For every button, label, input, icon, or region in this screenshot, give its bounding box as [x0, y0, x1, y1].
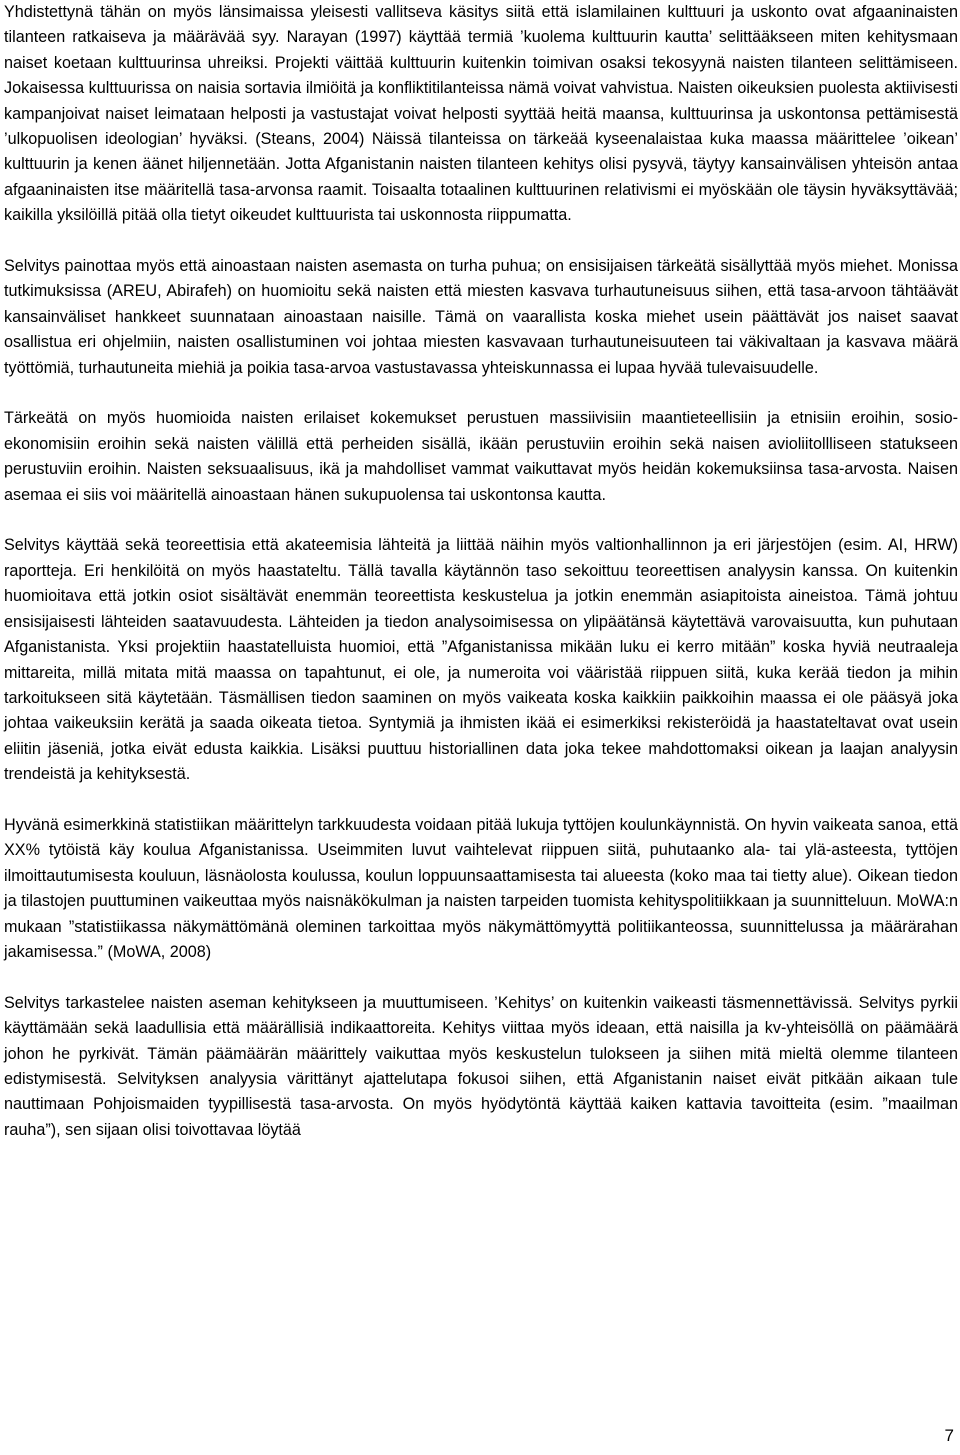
paragraph-men: Selvitys painottaa myös että ainoastaan naisten asemasta on turha puhua; on ensisijaisen tärkeätä sisällyttää myös miehet. Monissa tutkimuksissa (AREU, Abirafeh) on huomioitu sekä naisten että miesten kasvava turhautuneisuus siihen, että tasa-arvoon tähtäävät kansainväliset hankkeet suunnataan ainoastaan naisille. Tämä on vaarallista koska miehet usein päättävät jos naiset saavat osallistua eri ohjelmiin, naisten osallistuminen voi johtaa miesten kasvavaan turhautuneisuuteen tai väkivaltaan ja kasvava määrä työttömiä, turhautuneita miehiä ja poikia tasa-arvoa vastustavassa yhteiskunnassa ei lupaa hyvää tulevaisuudelle.	[4, 257, 958, 377]
page-number: 7	[944, 1426, 954, 1445]
document-body	[4, 0, 958, 1169]
paragraph-diversity: Tärkeätä on myös huomioida naisten erilaiset kokemukset perustuen massiivisiin maantieteellisiin ja etnisiin eroihin, sosio-ekonomisiin eroihin sekä naisten välillä että perheiden sisällä, ikään perustuviin eroihin sekä naisen avioliitollliseen statukseen perustuviin eroihin. Naisten seksuaalisuus, ikä ja mahdolliset vammat vaikuttavat myös heidän kokemuksiinsa tasa-arvosta. Naisen asemaa ei siis voi määritellä ainoastaan hänen sukupuolensa tai uskontonsa kautta.	[4, 409, 958, 504]
paragraph-sources: Selvitys käyttää sekä teoreettisia että akateemisia lähteitä ja liittää näihin myös valtionhallinnon ja eri järjestöjen (esim. AI, HRW) raportteja. Eri henkilöitä on myös haastateltu. Tällä tavalla käytännön taso sekoittuu teoreettisen analyysin kanssa. On kuitenkin huomioitava että jotkin osiot sisältävät enemmän teoreettista keskustelua ja jotkin enemmän asiapitoista aineistoa. Tämä johtuu ensisijaisesti lähteiden saatavuudesta. Lähteiden ja tiedon analysoimisessa on ylipäätänsä käytettävä varovaisuutta, kun puhutaan Afganistanista. Yksi projektiin haastatelluista huomioi, että ”Afganistanissa mikään luku ei kerro mitään” koska hyviä neutraaleja mittareita, millä mitata mitä maassa on tapahtunut, ei ole, ja numeroita voi vääristää riippuen siitä, kuka kerää tiedon ja mihin tarkoitukseen sitä käytetään. Täsmällisen tiedon saaminen on myös vaikeata koska kaikkiin paikkoihin maassa ei ole pääsyä joka johtaa vaikeuksiin kerätä ja saada oikeata tietoa. Syntymiä ja ihmisten ikää ei esimerkiksi rekisteröidä ja haastateltavat ovat usein eliitin jäseniä, jotka eivät edusta kaikkia. Lisäksi puuttuu historiallinen data joka tekee mahdottomaksi oikean ja laajan analyysin trendeistä ja kehityksestä.	[4, 536, 958, 784]
paragraph-culture: Yhdistettynä tähän on myös länsimaissa yleisesti vallitseva käsitys siitä että islamilainen kulttuuri ja uskonto ovat afgaaninaisten tilanteen ratkaiseva ja määrävää syy. Narayan (1997) käyttää termiä ’kuolema kulttuurin kautta’ selittääkseen miten kehitysmaan naiset koetaan kulttuurinsa uhreiksi. Projekti väittää kulttuurin kuitenkin toimivan osaksi tekosyynä naisten tilanteen selittämiseen. Jokaisessa kulttuurissa on naisia sortavia ilmiöitä ja konfliktitilanteissa nämä voivat vahvistua. Naisten oikeuksien puolesta aktiivisesti kampanjoivat naiset leimataan helposti ja vastustajat voivat helposti syyttää heitä maansa, kulttuurinsa ja uskontonsa pettämisestä ’ulkopuolisen ideologian’ hyväksi. (Steans, 2004) Näissä tilanteissa on tärkeää kyseenalaistaa kuka maassa määrittelee ’oikean’ kulttuurin ja kenen äänet hiljennetään. Jotta Afganistanin naisten tilanteen kehitys olisi pysyvä, täytyy kansainvälisen yhteisön antaa afgaaninaisten itse määritellä tasa-arvonsa raamit. Toisaalta totaalinen kulttuurinen relativismi ei myöskään ole täysin hyväksyttävää; kaikilla yksilöillä pitää olla tietyt oikeudet kulttuurista tai uskonnosta riippumatta.	[4, 3, 958, 225]
paragraph-statistics: Hyvänä esimerkkinä statistiikan määrittelyn tarkkuudesta voidaan pitää lukuja tyttöjen koulunkäynnistä. On hyvin vaikeata sanoa, että XX% tytöistä käy koulua Afganistanissa. Useimmiten luvut vaihtelevat riippuen siitä, puhutaanko ala- tai ylä-asteesta, tyttöjen ilmoittautumisesta kouluun, läsnäolosta koulussa, koulun loppuunsaattamisesta tai alueesta (koko maa tai tietty alue). Oikean tiedon ja tilastojen puuttuminen vaikeuttaa myös naisnäkökulman ja naisten tarpeiden tuomista kehityspolitiikkaan ja suunnitteluun. MoWA:n mukaan ”statistiikassa näkymättömänä oleminen tarkoittaa myös näkymättömyyttä politiikanteossa, suunnittelussa ja määrärahan jakamisessa.” (MoWA, 2008)	[4, 815, 958, 961]
paragraph-development: Selvitys tarkastelee naisten aseman kehitykseen ja muuttumiseen. ’Kehitys’ on kuitenkin vaikeasti täsmennettävissä. Selvitys pyrkii käyttämään sekä laadullisia että määrällisiä indikaattoreita. Kehitys viittaa myös ideaan, että naisilla ja kv-yhteisöllä on päämäärä johon he pyrkivät. Tämän päämäärän määrittely vaikuttaa myös keskustelun tulokseen ja siihen mitä mieltä olemme tilanteen edistymisestä. Selvityksen analyysia värittänyt ajattelutapa fokusoi siihen, että Afganistanin naiset eivät pitkään aikaan tule nauttimaan Pohjoismaiden tyypillisestä tasa-arvosta. On myös hyödytöntä käyttää kaiken kattavia tavoitteita (esim. ”maailman rauha”), sen sijaan olisi toivottavaa löytää	[4, 993, 958, 1139]
